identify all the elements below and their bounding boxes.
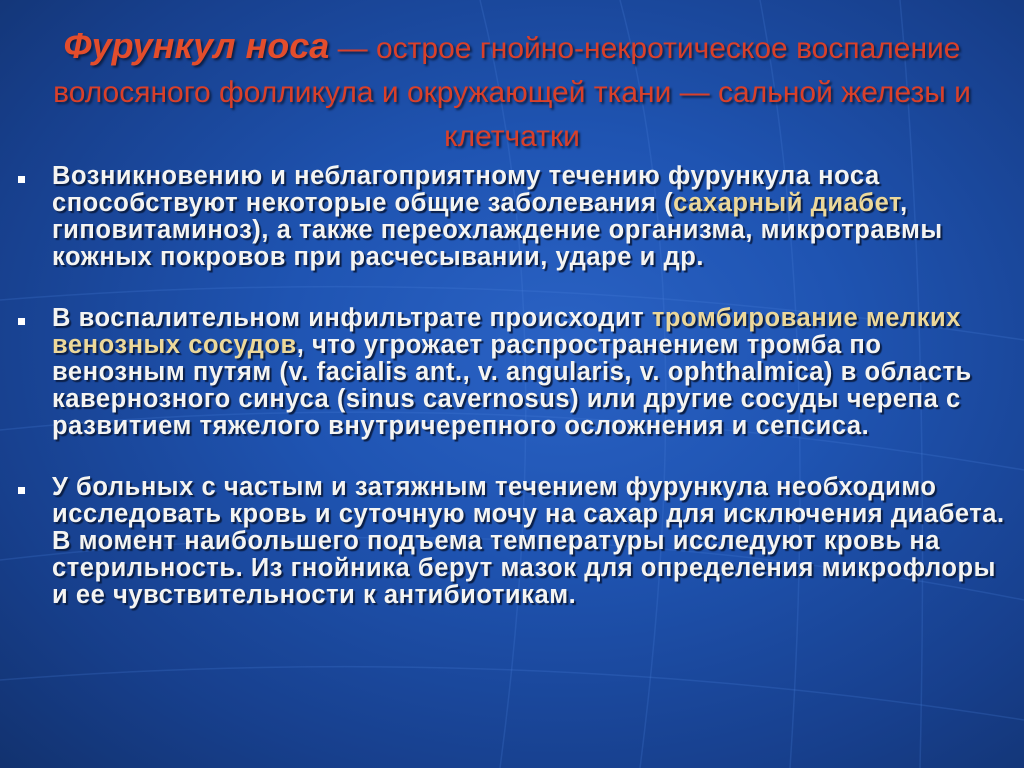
slide-title (40, 24, 984, 159)
square-bullet-icon (18, 318, 25, 325)
bullet-2-highlight: тромбирование мелких венозных сосудов (52, 304, 962, 359)
bullet-2-text-before: В воспалительном инфильтрате происходит (52, 304, 652, 332)
square-bullet-icon (18, 487, 25, 494)
bullet-1-text-after: , гиповитаминоз), а также переохлаждение организма, микротравмы кожных покровов при расчесывании, ударе и др. (52, 189, 943, 271)
bullet-1-text-before: Возникновению и неблагоприятному течению фурункула носа способствуют некоторые общие заболевания ( (52, 162, 880, 217)
square-bullet-icon (18, 176, 25, 183)
bullet-1-highlight: сахарный диабет (673, 189, 901, 217)
bullet-item-3 (12, 474, 1012, 609)
bullet-item-2 (12, 305, 1012, 440)
bullet-item-1 (12, 163, 1012, 271)
title-term: Фурункул носа (63, 25, 330, 66)
bullet-list (12, 163, 1012, 643)
bullet-3-text: У больных с частым и затяжным течением фурункула необходимо исследовать кровь и суточную мочу на сахар для исключения диабета. В момент наибольшего подъема температуры исследуют кровь на стерильность. Из гнойника берут мазок для определения микрофлоры и ее чувствительности к антибиотикам. (52, 473, 1005, 609)
bullet-2-text-after: , что угрожает распространением тромба по венозным путям (v. facialis ant., v. angularis, v. ophthalmica) в область кавернозного синуса (sinus cavernosus) или другие сосуды черепа с развитием тяжелого внутричерепного осложнения и сепсиса. (52, 331, 972, 440)
title-definition: — острое гнойно-некротическое воспаление волосяного фолликула и окружающей ткани — сальной железы и клетчатки (53, 32, 971, 153)
